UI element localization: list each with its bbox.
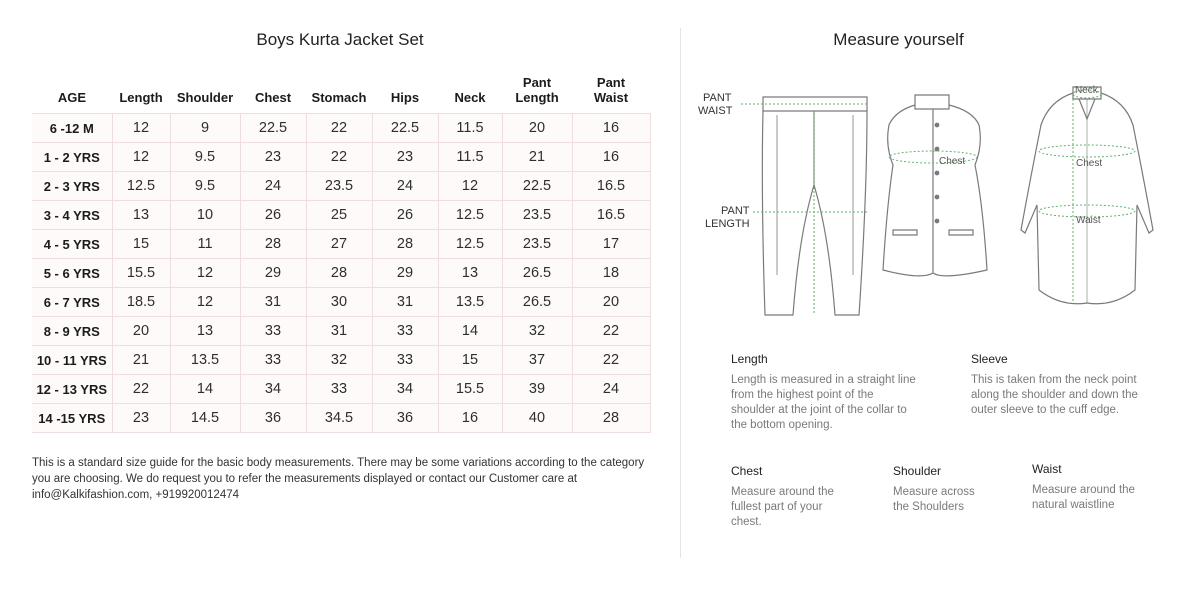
table-cell: 11: [170, 230, 240, 259]
table-cell: 22: [572, 346, 650, 375]
table-cell: 22: [112, 375, 170, 404]
table-cell: 22: [306, 143, 372, 172]
guide-chest-desc: Measure around the fullest part of your chest.: [731, 486, 834, 528]
table-cell: 33: [240, 317, 306, 346]
table-cell: 40: [502, 404, 572, 433]
size-guide-note: This is a standard size guide for the basic body measurements. There may be some variations according to the category you are choosing. We do request you to refer the measurements displayed or contact our Customer care at info@Kalkifashion.com, +919920012474: [32, 457, 645, 501]
age-cell: 8 - 9 YRS: [32, 317, 112, 346]
table-row: [32, 114, 650, 143]
age-cell: 12 - 13 YRS: [32, 375, 112, 404]
age-cell: 2 - 3 YRS: [32, 172, 112, 201]
col-header-pant-length: Pant Length: [515, 75, 559, 105]
table-cell: 9: [170, 114, 240, 143]
table-cell: 15.5: [112, 259, 170, 288]
table-row: [32, 143, 650, 172]
table-cell: 34: [372, 375, 438, 404]
size-chart-title: Boys Kurta Jacket Set: [256, 30, 424, 49]
table-cell: 21: [112, 346, 170, 375]
table-cell: 37: [502, 346, 572, 375]
measure-panel: [681, 0, 1197, 604]
pant-length-label-2: LENGTH: [705, 218, 750, 230]
jacket-chest-label: Chest: [939, 156, 966, 167]
age-cell: 5 - 6 YRS: [32, 259, 112, 288]
table-cell: 33: [372, 346, 438, 375]
table-cell: 22.5: [372, 114, 438, 143]
pant-waist-label-1: PANT: [703, 92, 732, 104]
col-header-length: Length: [119, 90, 163, 105]
table-cell: 12: [438, 172, 502, 201]
table-cell: 24: [240, 172, 306, 201]
size-table: [32, 75, 651, 433]
table-cell: 10: [170, 201, 240, 230]
table-row: [32, 317, 650, 346]
table-cell: 9.5: [170, 172, 240, 201]
table-cell: 20: [572, 288, 650, 317]
table-cell: 20: [112, 317, 170, 346]
table-cell: 15.5: [438, 375, 502, 404]
table-cell: 23: [112, 404, 170, 433]
table-cell: 14: [170, 375, 240, 404]
guide-sleeve-desc: This is taken from the neck point along the shoulder and down the outer sleeve to the cuff edge.: [971, 374, 1138, 416]
table-cell: 32: [502, 317, 572, 346]
table-cell: 12: [170, 259, 240, 288]
table-cell: 15: [438, 346, 502, 375]
table-row: [32, 346, 650, 375]
table-cell: 13.5: [438, 288, 502, 317]
table-cell: 16.5: [572, 172, 650, 201]
table-cell: 27: [306, 230, 372, 259]
table-cell: 13: [438, 259, 502, 288]
table-cell: 24: [572, 375, 650, 404]
table-cell: 26: [240, 201, 306, 230]
table-cell: 13: [170, 317, 240, 346]
col-header-age: AGE: [57, 90, 87, 105]
guide-chest-title: Chest: [731, 464, 763, 478]
table-cell: 34.5: [306, 404, 372, 433]
table-cell: 22.5: [502, 172, 572, 201]
table-cell: 18.5: [112, 288, 170, 317]
table-cell: 12.5: [438, 230, 502, 259]
table-cell: 14: [438, 317, 502, 346]
table-cell: 31: [240, 288, 306, 317]
guide-shoulder-title: Shoulder: [893, 464, 942, 478]
table-cell: 13.5: [170, 346, 240, 375]
kurta-neck-label: Neck: [1075, 85, 1098, 96]
table-cell: 12: [112, 143, 170, 172]
guide-waist-title: Waist: [1032, 462, 1062, 476]
table-cell: 16.5: [572, 201, 650, 230]
kurta-waist-label: Waist: [1076, 215, 1101, 226]
age-cell: 14 -15 YRS: [32, 404, 112, 433]
kurta-chest-label: Chest: [1076, 158, 1103, 169]
table-cell: 30: [306, 288, 372, 317]
table-cell: 25: [306, 201, 372, 230]
table-cell: 26: [372, 201, 438, 230]
table-cell: 23.5: [502, 201, 572, 230]
table-cell: 23: [240, 143, 306, 172]
table-cell: 18: [572, 259, 650, 288]
garment-illustrations: [681, 75, 1197, 335]
table-cell: 9.5: [170, 143, 240, 172]
table-cell: 16: [438, 404, 502, 433]
guide-shoulder-desc: Measure across the Shoulders: [893, 486, 975, 513]
table-cell: 12.5: [438, 201, 502, 230]
table-cell: 29: [240, 259, 306, 288]
table-cell: 22: [306, 114, 372, 143]
age-cell: 10 - 11 YRS: [32, 346, 112, 375]
col-header-shoulder: Shoulder: [176, 90, 234, 105]
table-cell: 28: [240, 230, 306, 259]
table-cell: 31: [306, 317, 372, 346]
pant-illustration: [762, 97, 867, 315]
table-cell: 33: [240, 346, 306, 375]
table-cell: 22: [572, 317, 650, 346]
table-cell: 21: [502, 143, 572, 172]
age-cell: 6 - 7 YRS: [32, 288, 112, 317]
pant-length-label-1: PANT: [721, 205, 750, 217]
table-row: [32, 404, 650, 433]
table-cell: 22.5: [240, 114, 306, 143]
age-cell: 4 - 5 YRS: [32, 230, 112, 259]
col-header-hips: Hips: [390, 90, 420, 105]
table-cell: 36: [372, 404, 438, 433]
table-row: [32, 288, 650, 317]
table-cell: 12.5: [112, 172, 170, 201]
guide-sleeve-title: Sleeve: [971, 352, 1008, 366]
size-table-body: [32, 114, 650, 433]
measure-title: Measure yourself: [833, 30, 964, 49]
table-cell: 20: [502, 114, 572, 143]
col-header-pant-waist: Pant Waist: [593, 75, 629, 105]
pant-waist-label-2: WAIST: [698, 105, 733, 117]
table-cell: 28: [372, 230, 438, 259]
table-cell: 12: [170, 288, 240, 317]
table-cell: 11.5: [438, 114, 502, 143]
guide-length-title: Length: [731, 352, 768, 366]
table-cell: 28: [306, 259, 372, 288]
age-cell: 1 - 2 YRS: [32, 143, 112, 172]
table-cell: 26.5: [502, 288, 572, 317]
table-row: [32, 172, 650, 201]
pant-measure-lines: [741, 104, 867, 315]
table-row: [32, 259, 650, 288]
table-cell: 17: [572, 230, 650, 259]
jacket-illustration: [883, 95, 987, 276]
table-cell: 33: [372, 317, 438, 346]
table-cell: 13: [112, 201, 170, 230]
guide-length-desc: Length is measured in a straight line from the highest point of the shoulder at the joint of the collar to the bottom opening.: [731, 374, 916, 431]
col-header-stomach: Stomach: [311, 90, 367, 105]
kurta-illustration: [1021, 87, 1153, 304]
table-cell: 16: [572, 114, 650, 143]
table-cell: 24: [372, 172, 438, 201]
table-cell: 33: [306, 375, 372, 404]
table-cell: 23.5: [306, 172, 372, 201]
age-cell: 6 -12 M: [32, 114, 112, 143]
table-cell: 14.5: [170, 404, 240, 433]
table-cell: 23: [372, 143, 438, 172]
guide-waist-desc: Measure around the natural waistline: [1032, 484, 1135, 511]
table-cell: 39: [502, 375, 572, 404]
table-cell: 36: [240, 404, 306, 433]
table-cell: 34: [240, 375, 306, 404]
size-table-header: [32, 75, 650, 114]
table-cell: 28: [572, 404, 650, 433]
table-cell: 29: [372, 259, 438, 288]
table-cell: 26.5: [502, 259, 572, 288]
col-header-chest: Chest: [254, 90, 292, 105]
age-cell: 3 - 4 YRS: [32, 201, 112, 230]
table-cell: 15: [112, 230, 170, 259]
table-cell: 31: [372, 288, 438, 317]
table-cell: 12: [112, 114, 170, 143]
table-row: [32, 230, 650, 259]
table-row: [32, 201, 650, 230]
table-cell: 16: [572, 143, 650, 172]
table-cell: 32: [306, 346, 372, 375]
table-cell: 11.5: [438, 143, 502, 172]
table-row: [32, 375, 650, 404]
table-cell: 23.5: [502, 230, 572, 259]
col-header-neck: Neck: [454, 90, 486, 105]
